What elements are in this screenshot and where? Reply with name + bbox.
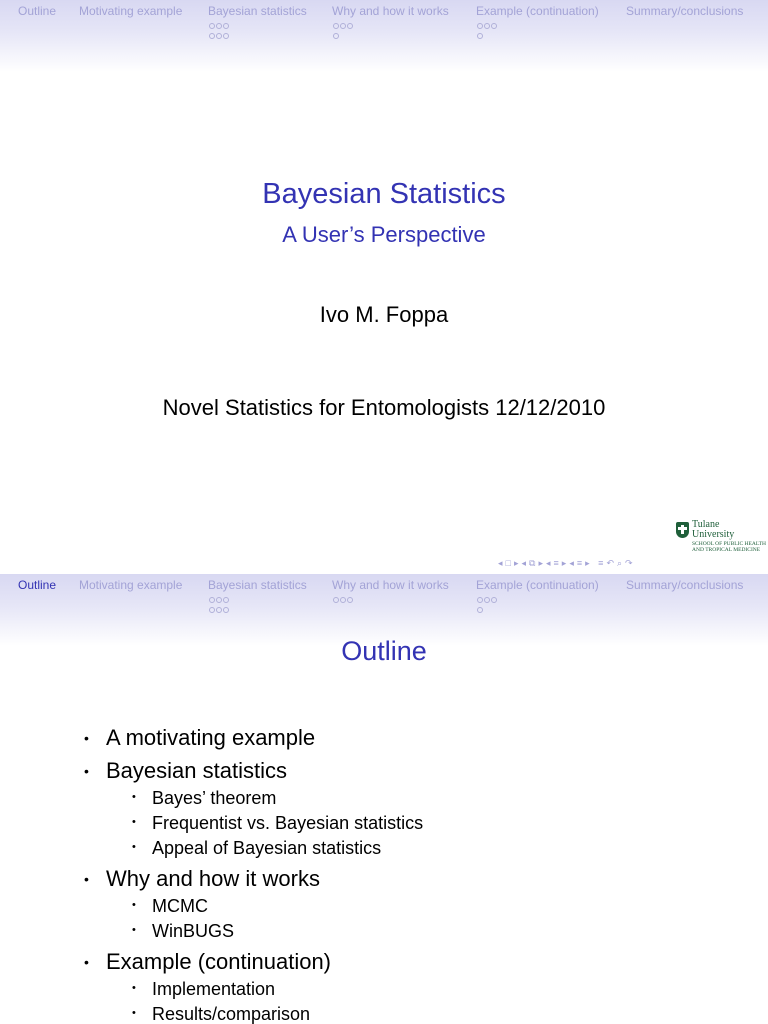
section-progress-dots[interactable] <box>209 21 229 41</box>
bullet-icon: • <box>84 871 89 887</box>
bullet-icon: • <box>132 791 136 803</box>
outline-list <box>84 720 423 1024</box>
nav-why-and-how[interactable]: Why and how it works <box>332 4 449 18</box>
outline-subitem[interactable]: • Frequentist vs. Bayesian statistics <box>132 813 424 833</box>
prev-subsection-icon[interactable]: ◂ <box>521 557 527 568</box>
slide-nav-icon[interactable]: ≡ <box>598 558 604 568</box>
section-progress-dots[interactable] <box>477 21 497 41</box>
nav-motivating-example[interactable]: Motivating example <box>79 578 183 592</box>
next-subsection-icon[interactable]: ▸ <box>538 557 543 568</box>
logo-school-line1: SCHOOL OF PUBLIC HEALTH <box>692 541 767 547</box>
outline-subitem[interactable]: • WinBUGS <box>132 921 235 941</box>
tulane-logo <box>676 520 766 554</box>
event-date: Novel Statistics for Entomologists 12/12/2010 <box>162 395 606 420</box>
section-progress-dots[interactable] <box>333 21 353 41</box>
nav-motivating-example[interactable]: Motivating example <box>79 4 183 18</box>
nav-summary[interactable]: Summary/conclusions <box>626 4 744 18</box>
outline-slide <box>0 574 768 1024</box>
logo-school-line2: AND TROPICAL MEDICINE <box>692 547 761 553</box>
bullet-icon: • <box>132 982 136 994</box>
bullet-icon: • <box>132 1007 136 1019</box>
bullet-icon: • <box>84 954 89 970</box>
bullet-icon: • <box>132 841 136 853</box>
document-icon[interactable]: ≡ <box>576 558 583 568</box>
outline-item[interactable]: • Why and how it works <box>84 866 320 891</box>
outline-subitem[interactable]: • Results/comparison <box>132 1004 311 1024</box>
undo-icon[interactable]: ↶ <box>606 557 614 568</box>
presentation-title: Bayesian Statistics <box>262 178 506 210</box>
bullet-icon: • <box>132 924 136 936</box>
author-name: Ivo M. Foppa <box>319 302 449 327</box>
section-progress-dots[interactable] <box>333 595 353 605</box>
nav-outline[interactable]: Outline <box>18 4 57 18</box>
outline-subitem[interactable]: • MCMC <box>132 896 208 916</box>
presentation-subtitle: A User’s Perspective <box>282 222 486 247</box>
redo-icon[interactable]: ↷ <box>625 557 633 568</box>
logo-name-line2: University <box>692 529 735 540</box>
frame-icon[interactable]: □ <box>505 558 511 568</box>
bullet-icon: • <box>132 816 136 828</box>
frame-title: Outline <box>341 636 427 666</box>
navigation-header <box>0 0 768 72</box>
nav-example-continuation[interactable]: Example (continuation) <box>476 4 599 18</box>
next-frame-icon[interactable]: ▸ <box>513 557 519 568</box>
outline-subitem[interactable]: • Implementation <box>132 979 276 999</box>
bullet-icon: • <box>84 730 89 746</box>
nav-why-and-how[interactable]: Why and how it works <box>332 578 449 592</box>
nav-summary[interactable]: Summary/conclusions <box>626 578 744 592</box>
next-document-icon[interactable]: ▸ <box>585 557 590 568</box>
separator-icon <box>593 558 596 568</box>
outline-item[interactable]: • Bayesian statistics <box>84 758 287 783</box>
prev-frame-icon[interactable]: ◂ <box>498 557 503 568</box>
nav-bayesian-statistics[interactable]: Bayesian statistics <box>208 4 307 18</box>
next-section-icon[interactable]: ▸ <box>561 557 567 568</box>
section-progress-dots[interactable] <box>477 595 497 615</box>
subsection-icon[interactable]: ⧉ <box>529 557 536 568</box>
nav-example-continuation[interactable]: Example (continuation) <box>476 578 599 592</box>
shield-icon <box>676 522 689 538</box>
prev-document-icon[interactable]: ◂ <box>569 557 574 568</box>
section-icon[interactable]: ≡ <box>553 558 559 568</box>
logo-name-line1: Tulane <box>692 519 720 530</box>
bullet-icon: • <box>132 899 136 911</box>
bullet-icon: • <box>84 763 89 779</box>
beamer-navigation-symbols <box>498 556 633 570</box>
outline-item[interactable]: • Example (continuation) <box>84 949 332 974</box>
outline-item[interactable]: • A motivating example <box>84 725 316 750</box>
search-icon[interactable]: ⌕ <box>616 557 623 568</box>
nav-bayesian-statistics[interactable]: Bayesian statistics <box>208 578 307 592</box>
section-progress-dots[interactable] <box>209 595 229 615</box>
nav-outline[interactable]: Outline <box>18 578 57 592</box>
outline-subitem[interactable]: • Bayes’ theorem <box>132 788 277 808</box>
outline-subitem[interactable]: • Appeal of Bayesian statistics <box>132 838 382 858</box>
prev-section-icon[interactable]: ◂ <box>546 557 551 568</box>
